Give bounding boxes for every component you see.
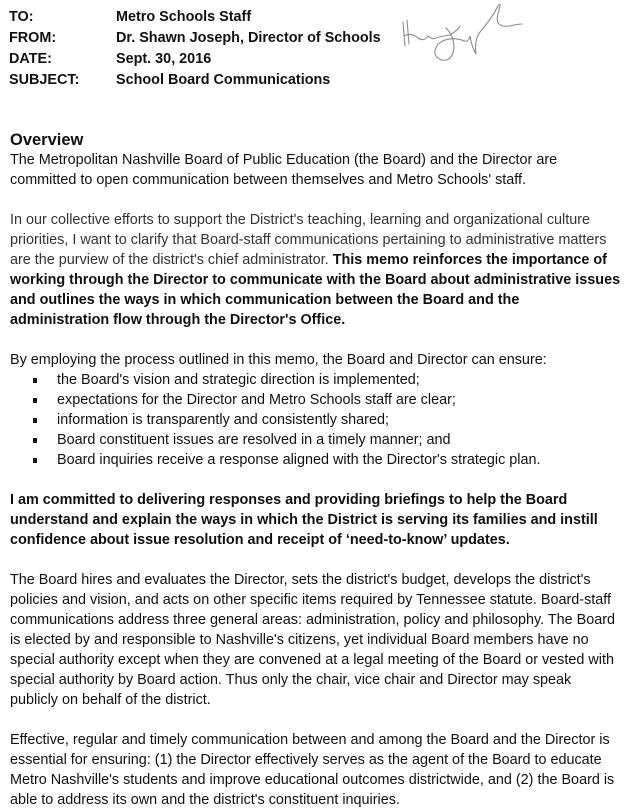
paragraph-2-text: In our collective efforts to support the District's teaching, learning and organizational culture priorities, I want to clarify that Board-staff communications pertaining to administrative matters are the purview of the district's chief administrator. xyxy=(10,212,607,268)
memo-body xyxy=(10,130,622,810)
commitment-text: I am committed to delivering responses and providing briefings to help the Board understand and explain the ways in which the District is serving its families and instill confidence about issue resolution and receipt of ‘need-to-know’ updates. xyxy=(10,492,598,548)
board-role-paragraph: The Board hires and evaluates the Director, sets the district's budget, develops the district's policies and vision, and acts on other specific items required by Tennessee statute. Board-staff communications address three general areas: administration, policy and philosophy. The Board is elected by and responsible to Nashville's citizens, yet individual Board members have no special authority except when they are convened at a legal meeting of the Board or vested with special authority by Board action. Thus only the chair, vice chair and Director may speak publicly on behalf of the district. xyxy=(10,572,616,708)
subject-value: School Board Communications xyxy=(116,71,331,88)
date-row xyxy=(9,48,629,69)
paragraph-2-emphasis: This memo reinforces the importance of working through the Director to communicate with the Board about administrative issues and outlines the ways in which communication between the Board and the administration flow through the Director's Office. xyxy=(10,252,621,328)
memo-header xyxy=(9,6,629,90)
list-item xyxy=(10,430,622,450)
list-item-text: information is transparently and consistently shared; xyxy=(57,412,389,428)
from-row xyxy=(9,27,629,48)
overview-paragraph-1: The Metropolitan Nashville Board of Public Education (the Board) and the Director are committed to open communication between themselves and Metro Schools' staff. xyxy=(10,152,558,188)
date-label: DATE: xyxy=(9,50,52,67)
list-item-text: Board inquiries receive a response aligned with the Director's strategic plan. xyxy=(57,452,541,468)
bullet-icon xyxy=(33,458,37,463)
from-label: FROM: xyxy=(9,29,57,46)
list-item-text: expectations for the Director and Metro Schools staff are clear; xyxy=(57,392,456,408)
bullet-icon xyxy=(33,418,37,423)
subject-row xyxy=(9,69,629,90)
to-value: Metro Schools Staff xyxy=(116,8,252,25)
overview-paragraph-3-intro: By employing the process outlined in this memo, the Board and Director can ensure: xyxy=(10,352,547,368)
from-value: Dr. Shawn Joseph, Director of Schools xyxy=(116,29,381,46)
subject-label: SUBJECT: xyxy=(9,71,80,88)
bullet-icon xyxy=(33,378,37,383)
to-row xyxy=(9,6,629,27)
bullet-icon xyxy=(33,398,37,403)
list-item xyxy=(10,450,622,470)
overview-heading: Overview xyxy=(10,131,84,149)
overview-paragraph-2 xyxy=(10,210,622,330)
benefits-list xyxy=(10,370,622,470)
list-item xyxy=(10,370,622,390)
list-item xyxy=(10,410,622,430)
list-item-text: the Board's vision and strategic direction is implemented; xyxy=(57,372,420,388)
signature-icon xyxy=(398,0,528,70)
commitment-paragraph xyxy=(10,490,622,550)
date-value: Sept. 30, 2016 xyxy=(116,50,212,67)
list-item-text: Board constituent issues are resolved in a timely manner; and xyxy=(57,432,451,448)
to-label: TO: xyxy=(9,8,34,25)
communication-paragraph: Effective, regular and timely communication between and among the Board and the Director is essential for ensuring: (1) the Director effectively serves as the agent of the Board to educate Metro Nashville's students and improve educational outcomes districtwide, and (2) the Board is able to address its own and the district's constituent inquiries. xyxy=(10,732,615,808)
bullet-icon xyxy=(33,438,37,443)
list-item xyxy=(10,390,622,410)
